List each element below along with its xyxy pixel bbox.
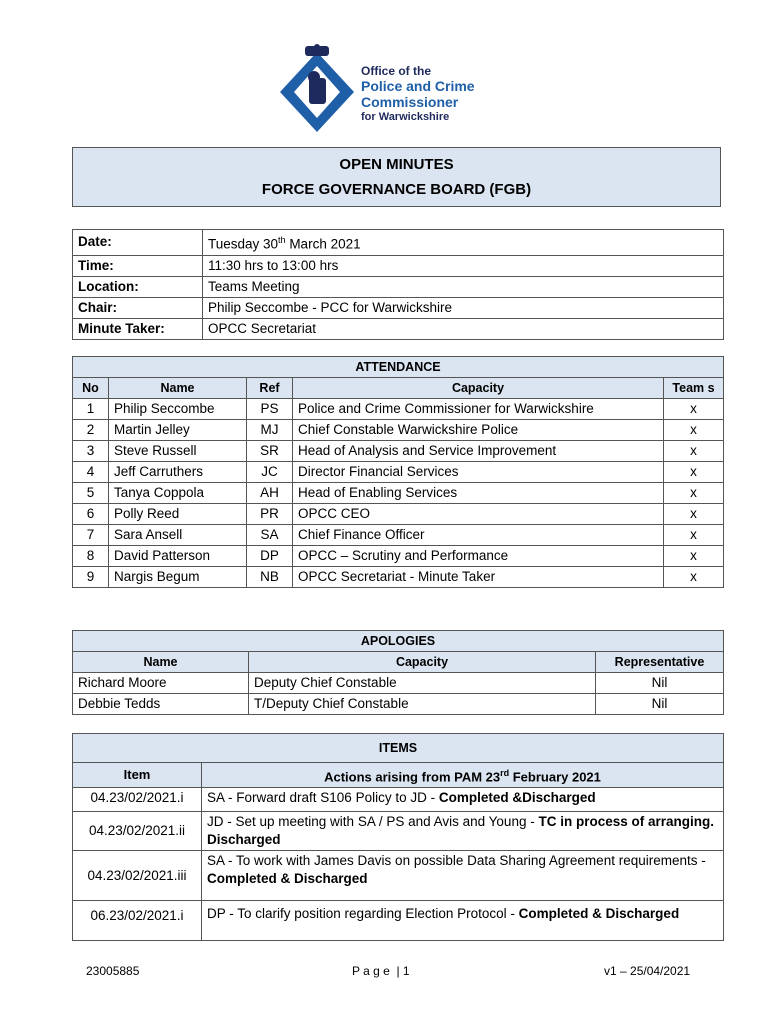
items-heading: ITEMS [73,734,724,763]
detail-label: Minute Taker: [73,318,203,339]
col-header-actions: Actions arising from PAM 23rd February 2021 [202,763,724,788]
attendee-name: Philip Seccombe [109,399,247,420]
attendee-no: 8 [73,546,109,567]
attendee-no: 3 [73,441,109,462]
item-action: SA - To work with James Davis on possible Data Sharing Agreement requirements - Completed & Discharged [202,851,724,901]
attendee-ref: JC [247,462,293,483]
table-row [73,851,724,901]
apologies-table [72,630,724,715]
footer-ref: 23005885 [86,964,140,978]
attendee-teams: x [663,504,723,525]
attendee-ref: MJ [247,420,293,441]
attendee-capacity: Chief Constable Warwickshire Police [293,420,664,441]
footer-version: v1 – 25/04/2021 [604,964,691,978]
meeting-details-table [72,229,724,340]
detail-label: Location: [73,276,203,297]
attendance-heading: ATTENDANCE [73,357,724,378]
attendee-teams: x [663,441,723,462]
attendee-no: 1 [73,399,109,420]
attendee-capacity: OPCC – Scrutiny and Performance [293,546,664,567]
attendee-name: Polly Reed [109,504,247,525]
table-row [73,483,724,504]
attendee-no: 7 [73,525,109,546]
col-header-ref: Ref [247,378,293,399]
attendee-no: 6 [73,504,109,525]
details-row-chair [73,297,724,318]
col-header-item: Item [73,763,202,788]
title-line-2: FORCE GOVERNANCE BOARD (FGB) [261,181,532,198]
document-title [72,147,721,207]
detail-value: OPCC Secretariat [203,318,724,339]
attendee-name: Tanya Coppola [109,483,247,504]
logo-line-4: for Warwickshire [361,111,450,123]
attendee-ref: SR [247,441,293,462]
table-row [73,673,724,694]
detail-value: 11:30 hrs to 13:00 hrs [203,255,724,276]
col-header-teams: Team s [663,378,723,399]
apology-representative: Nil [595,673,723,694]
detail-value: Tuesday 30th March 2021 [203,230,724,256]
attendee-ref: PS [247,399,293,420]
attendance-table [72,356,724,588]
apology-name: Debbie Tedds [73,694,249,715]
table-row [73,399,724,420]
attendee-teams: x [663,462,723,483]
col-header-name: Name [109,378,247,399]
table-row [73,441,724,462]
item-ref: 04.23/02/2021.i [73,788,202,812]
detail-value: Teams Meeting [203,276,724,297]
item-ref: 04.23/02/2021.iii [73,851,202,901]
item-ref: 04.23/02/2021.ii [73,812,202,851]
attendance-rows [73,399,724,588]
table-row [73,462,724,483]
attendee-capacity: OPCC CEO [293,504,664,525]
attendee-no: 4 [73,462,109,483]
attendee-name: Steve Russell [109,441,247,462]
attendee-teams: x [663,546,723,567]
attendee-name: David Patterson [109,546,247,567]
item-ref: 06.23/02/2021.i [73,901,202,941]
table-row [73,504,724,525]
detail-label: Time: [73,255,203,276]
item-action: DP - To clarify position regarding Election Protocol - Completed & Discharged [202,901,724,941]
attendee-ref: DP [247,546,293,567]
attendee-capacity: Director Financial Services [293,462,664,483]
attendee-teams: x [663,483,723,504]
attendee-name: Nargis Begum [109,567,247,588]
table-row [73,901,724,941]
attendee-teams: x [663,420,723,441]
table-row [73,812,724,851]
logo-line-2: Police and Crime [361,78,475,94]
attendee-name: Martin Jelley [109,420,247,441]
attendee-no: 9 [73,567,109,588]
col-header-capacity: Capacity [249,652,596,673]
col-header-capacity: Capacity [293,378,664,399]
apology-representative: Nil [595,694,723,715]
logo-line-3: Commissioner [361,94,459,110]
police-crest-icon [272,44,362,134]
attendee-teams: x [663,525,723,546]
item-action: SA - Forward draft S106 Policy to JD - Completed &Discharged [202,788,724,812]
attendee-no: 5 [73,483,109,504]
attendee-ref: SA [247,525,293,546]
attendee-capacity: Head of Enabling Services [293,483,664,504]
table-row [73,546,724,567]
details-row-date [73,230,724,256]
details-row-location [73,276,724,297]
detail-label: Chair: [73,297,203,318]
title-line-1: OPEN MINUTES [339,156,454,173]
attendee-teams: x [663,567,723,588]
detail-value: Philip Seccombe - PCC for Warwickshire [203,297,724,318]
details-row-time [73,255,724,276]
attendee-capacity: Police and Crime Commissioner for Warwickshire [293,399,664,420]
detail-label: Date: [73,230,203,256]
attendee-name: Jeff Carruthers [109,462,247,483]
attendee-capacity: Head of Analysis and Service Improvement [293,441,664,462]
attendee-capacity: Chief Finance Officer [293,525,664,546]
table-row [73,567,724,588]
items-table [72,733,724,941]
apology-capacity: Deputy Chief Constable [249,673,596,694]
attendee-no: 2 [73,420,109,441]
attendee-teams: x [663,399,723,420]
col-header-no: No [73,378,109,399]
attendee-ref: AH [247,483,293,504]
item-action: JD - Set up meeting with SA / PS and Avis and Young - TC in process of arranging. Discharged [202,812,724,851]
table-row [73,788,724,812]
table-row [73,525,724,546]
attendee-capacity: OPCC Secretariat - Minute Taker [293,567,664,588]
logo-text [361,64,475,124]
table-row [73,694,724,715]
footer-page-number: P a g e | 1 [352,964,410,978]
table-row [73,420,724,441]
attendee-ref: NB [247,567,293,588]
logo-line-1: Office of the [361,64,432,78]
apology-name: Richard Moore [73,673,249,694]
col-header-name: Name [73,652,249,673]
attendee-ref: PR [247,504,293,525]
col-header-representative: Representative [595,652,723,673]
details-row-minute-taker [73,318,724,339]
apology-capacity: T/Deputy Chief Constable [249,694,596,715]
apologies-heading: APOLOGIES [73,631,724,652]
attendee-name: Sara Ansell [109,525,247,546]
